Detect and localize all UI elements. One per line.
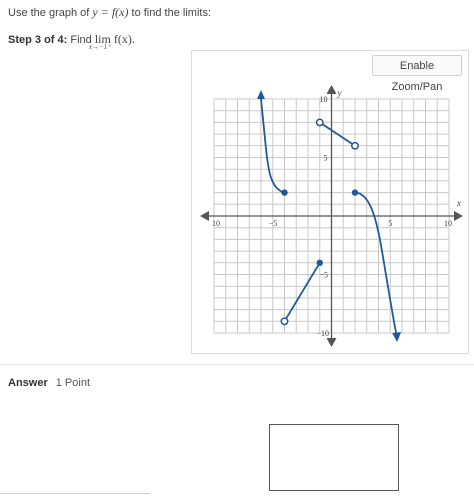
step-find: Find — [70, 34, 92, 46]
y-tick-label: −5 — [319, 270, 329, 280]
enable-zoom-pan-button[interactable]: Enable Zoom/Pan — [372, 55, 462, 76]
step-label: Step 3 of 4: — [8, 34, 68, 46]
section-divider — [0, 364, 474, 365]
answer-input[interactable] — [269, 424, 399, 491]
y-axis-arrow-up — [327, 85, 337, 94]
closed-point — [352, 189, 358, 195]
x-axis-arrow-left — [200, 211, 209, 221]
y-axis-label: y — [337, 88, 342, 98]
x-tick-label: 5 — [388, 219, 393, 228]
x-axis-label: x — [457, 198, 461, 208]
curve-right-arrow — [392, 332, 401, 342]
x-tick-label: 10 — [444, 219, 452, 228]
open-point — [281, 318, 287, 324]
open-point — [317, 119, 323, 125]
limit-subscript: x→−1⁺ — [88, 43, 111, 51]
lower-segment — [285, 263, 320, 322]
x-tick-label: 10 — [212, 219, 220, 228]
instructions-text — [8, 5, 211, 20]
bottom-bar — [0, 493, 150, 498]
instructions-before: Use the graph of — [8, 7, 93, 19]
limit-expression — [88, 32, 111, 51]
function-graph[interactable] — [192, 51, 470, 355]
limit-function: f(x). — [113, 32, 135, 46]
answer-points: 1 Point — [55, 377, 90, 389]
x-tick-label: −5 — [268, 219, 278, 228]
y-axis-arrow-down — [327, 338, 337, 347]
graph-panel — [191, 50, 469, 354]
y-tick-label: 5 — [323, 153, 328, 163]
open-point — [352, 143, 358, 149]
closed-point — [317, 260, 323, 266]
closed-point — [281, 189, 287, 195]
instructions-after: to find the limits: — [128, 7, 212, 19]
step-line — [8, 32, 135, 51]
instructions-equation: y = f(x) — [92, 5, 129, 19]
answer-header — [8, 377, 90, 389]
answer-label: Answer — [8, 377, 48, 389]
y-tick-label: 10 — [319, 95, 328, 104]
limit-lim: lim — [94, 32, 111, 46]
y-tick-label: −10 — [316, 329, 330, 338]
curve-left-arrow — [257, 90, 265, 99]
x-axis-arrow-right — [454, 211, 463, 221]
